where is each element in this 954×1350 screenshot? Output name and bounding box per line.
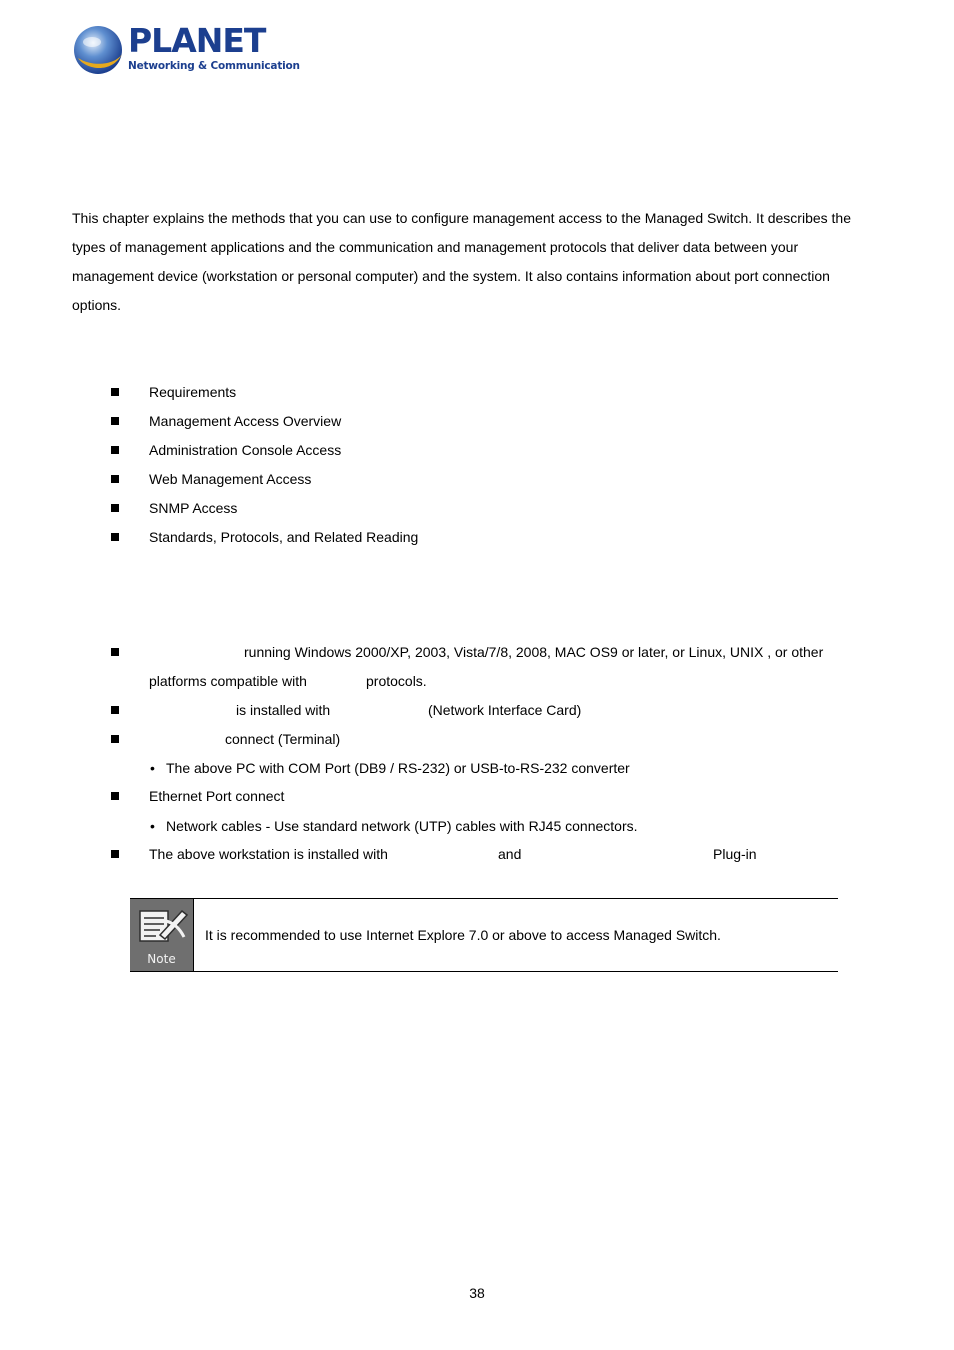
topic-item-requirements: Requirements	[149, 384, 237, 400]
note-box	[130, 898, 838, 972]
intro-line: types of management applications and the communication and management protocols that deliver data between your	[72, 239, 799, 255]
round-bullet-icon: •	[150, 818, 155, 834]
square-bullet-icon	[111, 475, 119, 483]
square-bullet-icon	[111, 735, 119, 743]
topic-item-snmp-access: SNMP Access	[149, 500, 238, 516]
page-number: 38	[469, 1285, 485, 1301]
square-bullet-icon	[111, 706, 119, 714]
square-bullet-icon	[111, 850, 119, 858]
requirement-plugin-text: Plug-in	[713, 846, 757, 862]
square-bullet-icon	[111, 417, 119, 425]
requirement-installed-text: is installed with	[236, 702, 331, 718]
square-bullet-icon	[111, 388, 119, 396]
intro-line: This chapter explains the methods that you can use to configure management access to the Managed Switch. It describes the	[72, 210, 851, 226]
topic-item-management-access-overview: Management Access Overview	[149, 413, 342, 429]
square-bullet-icon	[111, 446, 119, 454]
requirement-terminal-text: connect (Terminal)	[225, 731, 341, 747]
requirement-os-text: running Windows 2000/XP, 2003, Vista/7/8, 2008, MAC OS9 or later, or Linux, UNIX , or other	[244, 644, 824, 660]
intro-paragraph	[72, 204, 892, 320]
topic-item-administration-console-access: Administration Console Access	[149, 442, 342, 458]
planet-logo	[72, 21, 300, 78]
note-text: It is recommended to use Internet Explore 7.0 or above to access Managed Switch.	[205, 927, 721, 943]
intro-line: management device (workstation or personal computer) and the system. It also contains information about port connection	[72, 268, 830, 284]
requirement-com-port-text: The above PC with COM Port (DB9 / RS-232) or USB-to-RS-232 converter	[166, 760, 630, 776]
globe-icon	[72, 24, 124, 76]
square-bullet-icon	[111, 792, 119, 800]
round-bullet-icon: •	[150, 760, 155, 776]
notepad-pen-icon	[130, 903, 193, 953]
requirement-nic-text: (Network Interface Card)	[428, 702, 582, 718]
topic-item-web-management-access: Web Management Access	[149, 471, 312, 487]
topic-item-standards-protocols: Standards, Protocols, and Related Reading	[149, 529, 419, 545]
requirement-and-text: and	[498, 846, 522, 862]
requirement-ethernet-text: Ethernet Port connect	[149, 788, 285, 804]
requirement-protocols-text: protocols.	[366, 673, 427, 689]
requirement-workstation-text: The above workstation is installed with	[149, 846, 388, 862]
requirement-platforms-text: platforms compatible with	[149, 673, 307, 689]
intro-line: options.	[72, 297, 122, 313]
square-bullet-icon	[111, 533, 119, 541]
note-icon	[130, 899, 193, 971]
square-bullet-icon	[111, 504, 119, 512]
logo-wordmark: PLANET	[128, 21, 266, 60]
requirement-cables-text: Network cables - Use standard network (UTP) cables with RJ45 connectors.	[166, 818, 638, 834]
note-label: Note	[147, 952, 176, 966]
square-bullet-icon	[111, 648, 119, 656]
note-divider	[193, 899, 194, 971]
logo-tagline: Networking & Communication	[128, 60, 300, 72]
